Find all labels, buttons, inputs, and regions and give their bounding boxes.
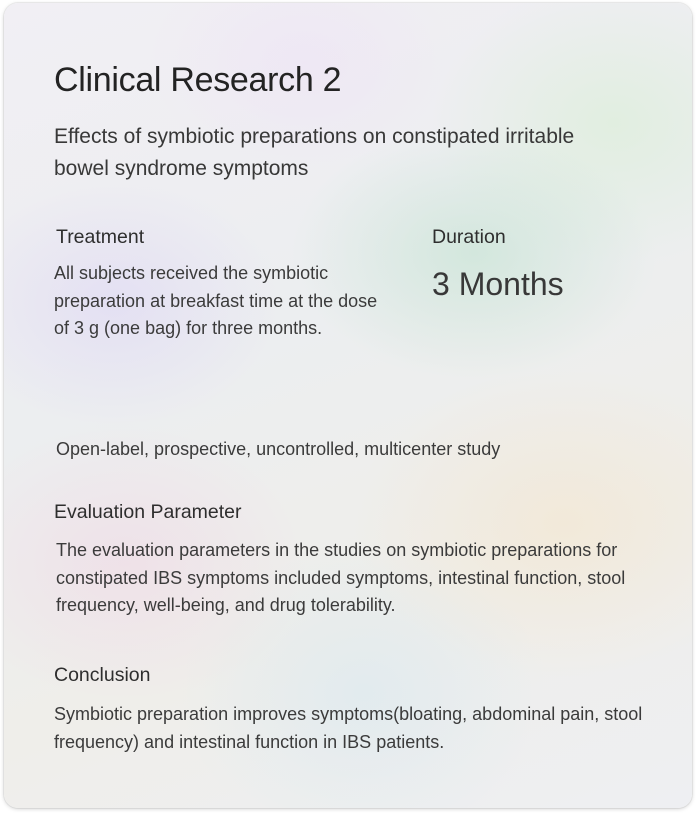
card-subtitle: Effects of symbiotic preparations on constipated irritable bowel syndrome symptoms bbox=[54, 125, 575, 180]
conclusion-label: Conclusion bbox=[54, 664, 151, 686]
evaluation-parameter-label: Evaluation Parameter bbox=[54, 501, 242, 523]
treatment-text: All subjects received the symbiotic preparation at breakfast time at the dose of 3 g (one bag) for three months. bbox=[54, 263, 378, 338]
evaluation-parameter-text: The evaluation parameters in the studies on symbiotic preparations for constipated IBS symptoms included symptoms, intestinal function, stool frequency, well-being, and drug tolerability. bbox=[56, 540, 626, 615]
duration-label: Duration bbox=[432, 226, 506, 248]
card-title: Clinical Research 2 bbox=[54, 61, 342, 99]
clinical-research-card bbox=[4, 3, 692, 808]
study-type-text: Open-label, prospective, uncontrolled, multicenter study bbox=[56, 439, 501, 459]
conclusion-text: Symbiotic preparation improves symptoms(bloating, abdominal pain, stool frequency) and intestinal function in IBS patients. bbox=[54, 704, 643, 752]
treatment-label: Treatment bbox=[56, 226, 145, 248]
duration-value: 3 Months bbox=[432, 266, 564, 302]
